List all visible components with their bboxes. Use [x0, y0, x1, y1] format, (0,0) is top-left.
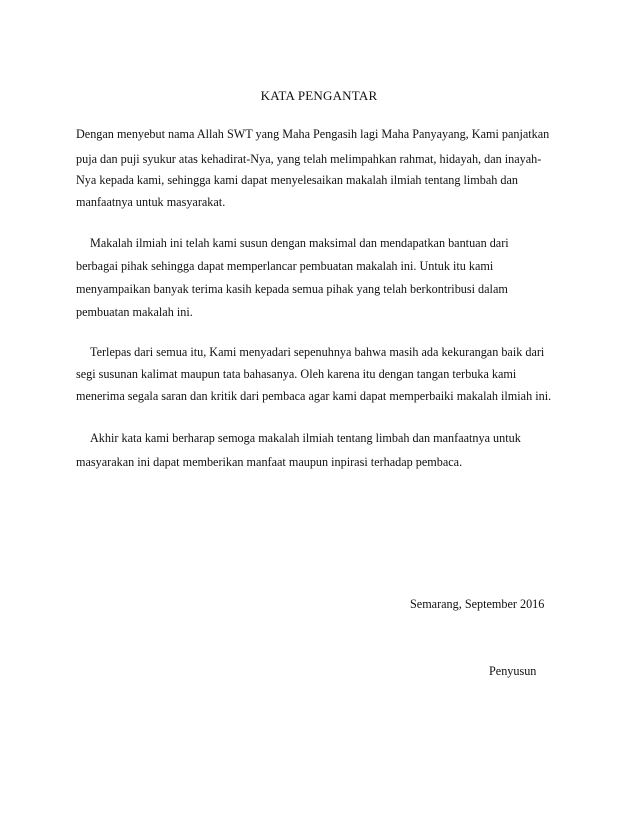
paragraph-3-line-2: segi susunan kalimat maupun tata bahasanya. Oleh karena itu dengan tangan terbuka kami — [76, 367, 517, 381]
author-signature: Penyusun — [489, 664, 537, 678]
paragraph-2-line-2: berbagai pihak sehingga dapat memperlancar pembuatan makalah ini. Untuk itu kami — [76, 259, 494, 273]
paragraph-2-line-4: pembuatan makalah ini. — [76, 305, 193, 319]
paragraph-1-line-3: Nya kepada kami, sehingga kami dapat menyelesaikan makalah ilmiah tentang limbah dan — [76, 173, 518, 187]
paragraph-2-line-1: Makalah ilmiah ini telah kami susun dengan maksimal dan mendapatkan bantuan dari — [90, 236, 509, 250]
paragraph-1-line-4: manfaatnya untuk masyarakat. — [76, 195, 226, 209]
paragraph-4-line-1: Akhir kata kami berharap semoga makalah ilmiah tentang limbah dan manfaatnya untuk — [90, 431, 521, 445]
place-date: Semarang, September 2016 — [410, 597, 545, 611]
paragraph-2-line-3: menyampaikan banyak terima kasih kepada semua pihak yang telah berkontribusi dalam — [76, 282, 508, 296]
page-title: KATA PENGANTAR — [260, 88, 378, 103]
paragraph-4-line-2: masyarakan ini dapat memberikan manfaat maupun inpirasi terhadap pembaca. — [76, 455, 463, 469]
paragraph-1-line-2: puja dan puji syukur atas kehadirat-Nya, yang telah melimpahkan rahmat, hidayah, dan inayah- — [76, 152, 542, 166]
paragraph-3-line-3: menerima segala saran dan kritik dari pembaca agar kami dapat memperbaiki makalah ilmiah ini. — [76, 389, 552, 403]
paragraph-3-line-1: Terlepas dari semua itu, Kami menyadari sepenuhnya bahwa masih ada kekurangan baik dari — [90, 345, 545, 359]
paragraph-1-line-1: Dengan menyebut nama Allah SWT yang Maha Pengasih lagi Maha Panyayang, Kami panjatkan — [76, 127, 550, 141]
